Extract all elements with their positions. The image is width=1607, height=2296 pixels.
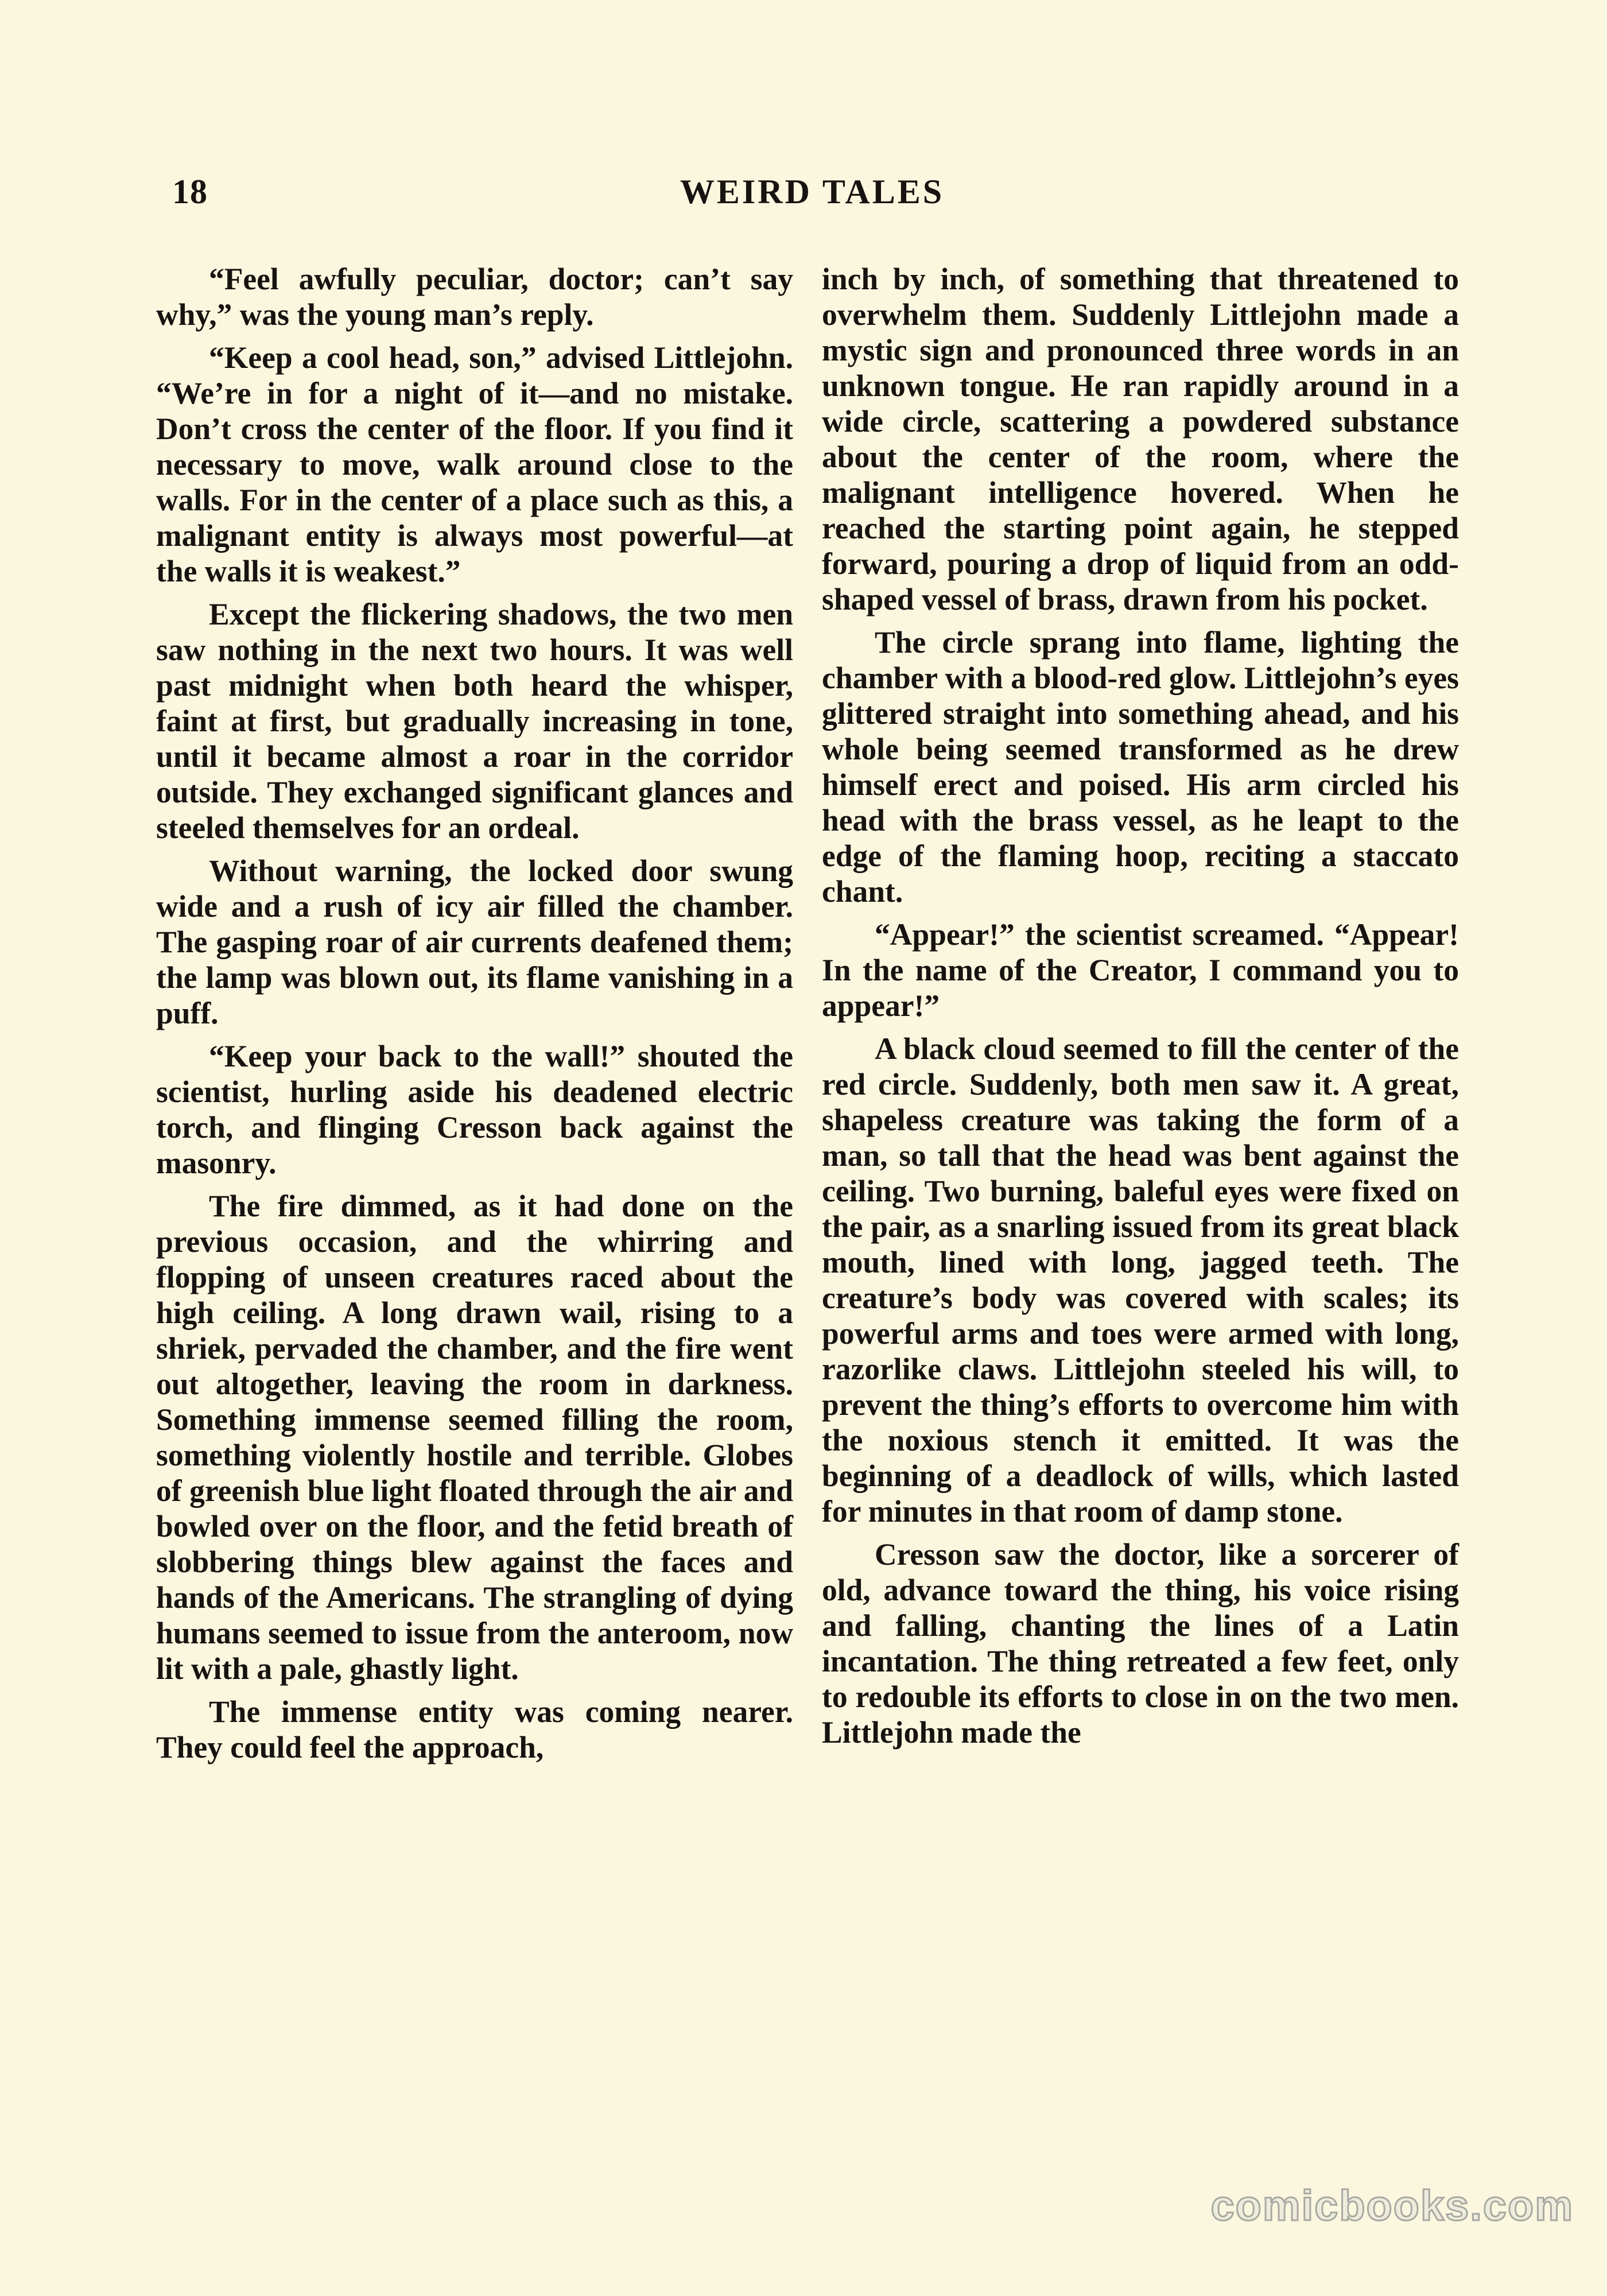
right-column xyxy=(822,261,1459,1758)
paragraph: A black cloud seemed to fill the center of the red circle. Suddenly, both men saw it. A great, shapeless creature was taking the form of a man, so tall that the head was bent against the ceiling. Two burning, baleful eyes were fixed on the pair, as a snarling issued from its great black mouth, lined with long, jagged teeth. The creature’s body was covered with scales; its powerful arms and toes were armed with long, razorlike claws. Littlejohn steeled his will, to prevent the thing’s efforts to overcome him with the noxious stench it emitted. It was the beginning of a deadlock of wills, which lasted for minutes in that room of damp stone. xyxy=(822,1031,1459,1529)
paragraph-continued: inch by inch, of something that threatened to overwhelm them. Suddenly Littlejohn made a mystic sign and pronounced three words in an unknown tongue. He ran rapidly around in a wide circle, scattering a powdered substance about the center of the room, where the malignant intelligence hovered. When he reached the starting point again, he stepped forward, pouring a drop of liquid from an odd-shaped vessel of brass, drawn from his pocket. xyxy=(822,262,1459,616)
running-title: WEIRD TALES xyxy=(680,173,945,211)
page-number: 18 xyxy=(172,173,208,211)
paragraph: The immense entity was coming nearer. They could feel the approach, xyxy=(156,1694,793,1764)
paragraph: The fire dimmed, as it had done on the previous occasion, and the whirring and flopping of unseen creatures raced about the high ceiling. A long drawn wail, rising to a shriek, pervaded the chamber, and the fire went out altogether, leaving the room in darkness. Something immense seemed filling the room, something violently hostile and terrible. Globes of greenish blue light floated through the air and bowled over on the floor, and the fetid breath of slobbering things blew against the faces and hands of the Americans. The strangling of dying humans seemed to issue from the anteroom, now lit with a pale, ghastly light. xyxy=(156,1189,793,1686)
paragraph: Except the flickering shadows, the two men saw nothing in the next two hours. It was well past midnight when both heard the whisper, faint at first, but gradually increasing in tone, until it became almost a roar in the corridor outside. They exchanged significant glances and steeled themselves for an ordeal. xyxy=(156,597,793,845)
paragraph: The circle sprang into flame, lighting the chamber with a blood-red glow. Littlejohn’s eyes glittered straight into something ahead, and his whole being seemed transformed as he drew himself erect and poised. His arm circled his head with the brass vessel, as he leapt to the edge of the flaming hoop, reciting a staccato chant. xyxy=(822,625,1459,909)
page-header xyxy=(172,172,1452,230)
left-column xyxy=(156,261,793,1773)
paragraph: Cresson saw the doctor, like a sorcerer of old, advance toward the thing, his voice rising and falling, chanting the lines of a Latin incantation. The thing retreated a few feet, only to redouble its efforts to close in on the two men. Littlejohn made the xyxy=(822,1537,1459,1750)
paragraph: “Keep a cool head, son,” advised Littlejohn. “We’re in for a night of it—and no mistake. Don’t cross the center of the floor. If you find it necessary to move, walk around close to the walls. For in the center of a place such as this, a malignant entity is always most powerful—at the walls it is weakest.” xyxy=(156,340,793,588)
watermark: comicbooks.com xyxy=(1210,2182,1574,2229)
paragraph: “Keep your back to the wall!” shouted the scientist, hurling aside his deadened electric torch, and flinging Cresson back against the masonry. xyxy=(156,1039,793,1180)
paragraph: Without warning, the locked door swung wide and a rush of icy air filled the chamber. The gasping roar of air currents deafened them; the lamp was blown out, its flame vanishing in a puff. xyxy=(156,854,793,1030)
paragraph: “Feel awfully peculiar, doctor; can’t say why,” was the young man’s reply. xyxy=(156,262,793,332)
paragraph: “Appear!” the scientist screamed. “Appear! In the name of the Creator, I command you to appear!” xyxy=(822,917,1459,1023)
